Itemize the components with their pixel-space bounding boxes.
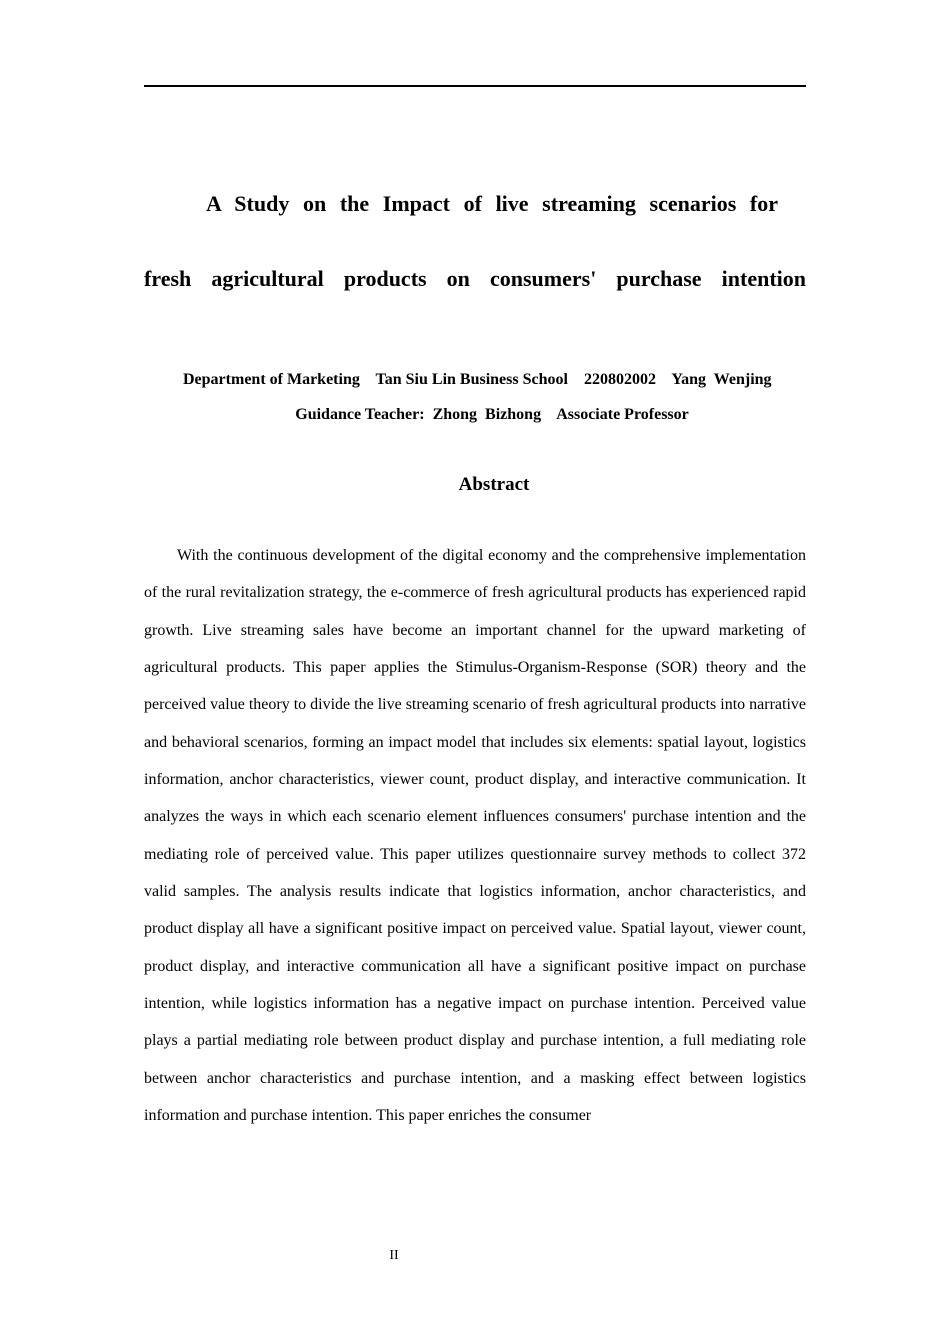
guidance-teacher: Guidance Teacher: Zhong Bizhong Associate Professor (295, 406, 689, 423)
abstract-heading: Abstract (458, 474, 530, 495)
paper-title-line-2: fresh agricultural products on consumers' purchase intention (144, 266, 806, 291)
paper-title-line-1: A Study on the Impact of live streaming scenarios for (206, 191, 778, 216)
abstract-body: With the continuous development of the digital economy and the comprehensive implementation of the rural revitalization strategy, the e-commerce of fresh agricultural products has experienced rapid growth. Live streaming sales have become an important channel for the upward marketing of agricultural products. This paper applies the Stimulus-Organism-Response (SOR) theory and the perceived value theory to divide the live streaming scenario of fresh agricultural products into narrative and behavioral scenarios, forming an impact model that includes six elements: spatial layout, logistics information, anchor characteristics, viewer count, product display, and interactive communication. It analyzes the ways in which each scenario element influences consumers' purchase intention and the mediating role of perceived value. This paper utilizes questionnaire survey methods to collect 372 valid samples. The analysis results indicate that logistics information, anchor characteristics, and product display all have a significant positive impact on perceived value. Spatial layout, viewer count, product display, and interactive communication all have a significant positive impact on purchase intention, while logistics information has a negative impact on purchase intention. Perceived value plays a partial mediating role between product display and purchase intention, a full mediating role between anchor characteristics and purchase intention, and a masking effect between logistics information and purchase intention. This paper enriches the consumer (144, 547, 806, 1125)
header-rule (144, 85, 806, 87)
page-number: II (389, 1248, 399, 1263)
author-affiliation: Department of Marketing Tan Siu Lin Business School 220802002 Yang Wenjing (183, 371, 772, 388)
